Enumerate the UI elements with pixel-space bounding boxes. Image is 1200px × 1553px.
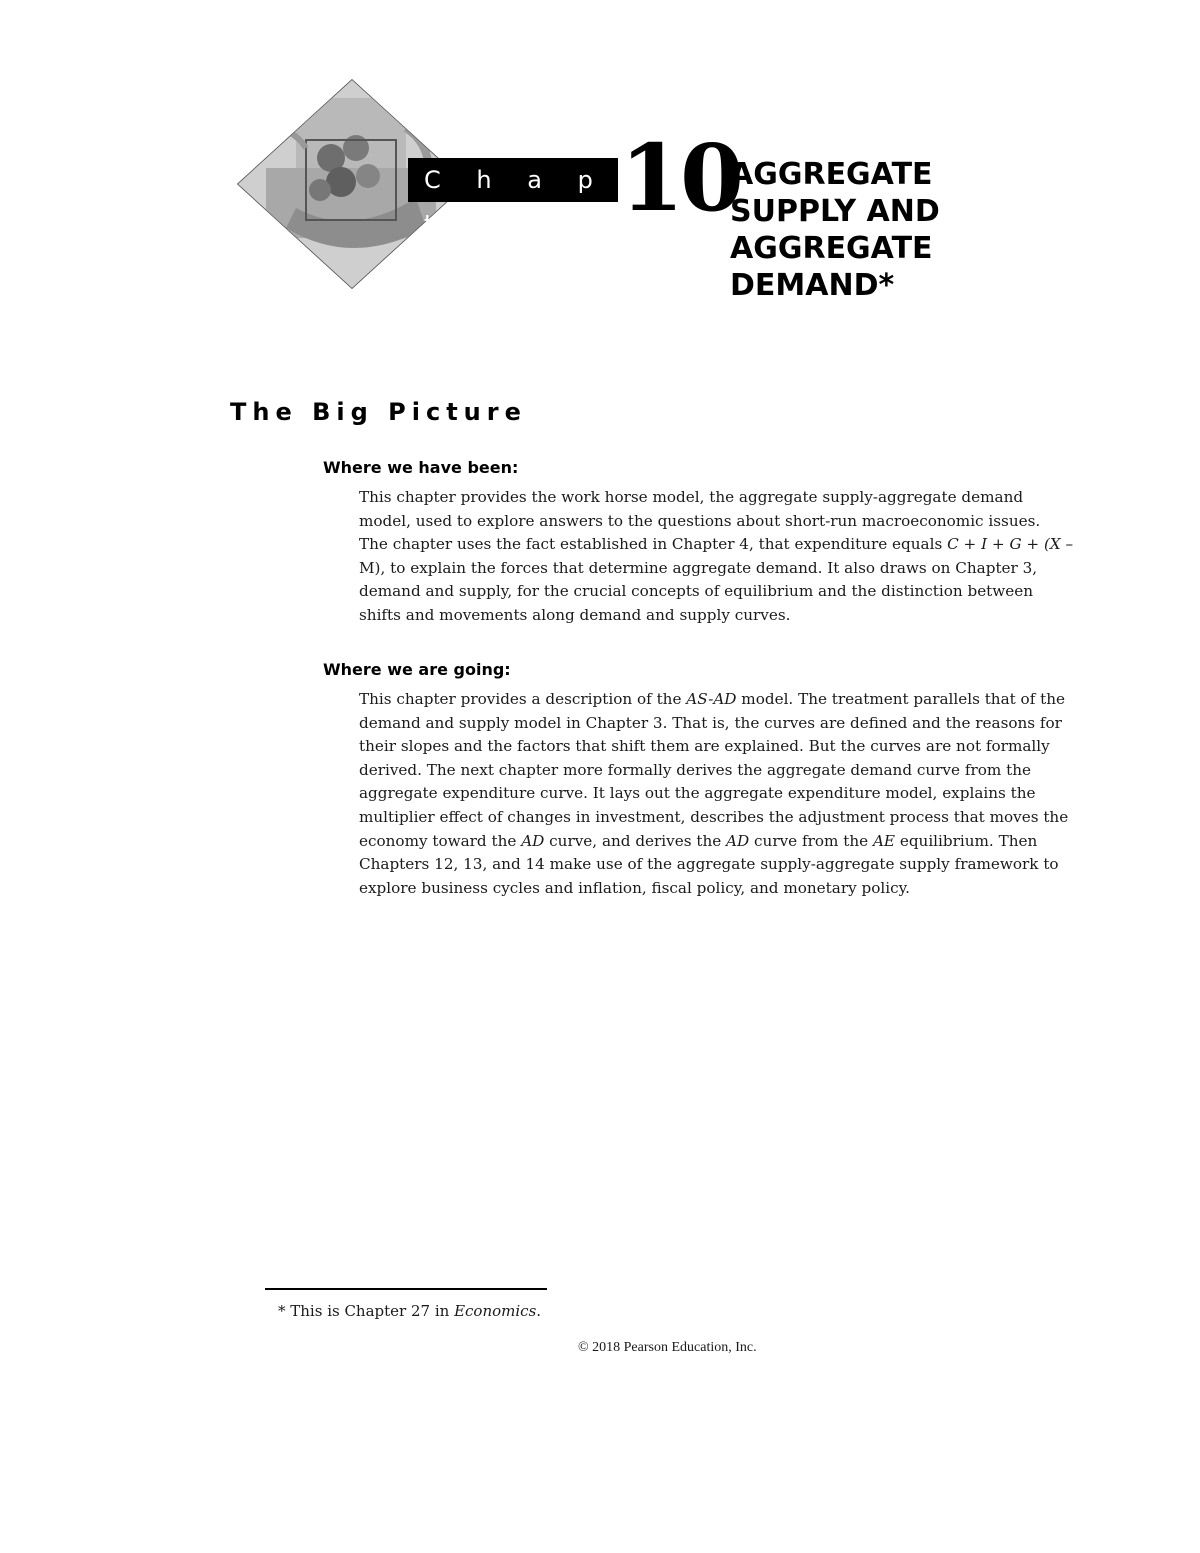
paragraph-line: explore business cycles and inflation, fiscal policy, and monetary policy. [359, 878, 910, 897]
line-text: curve, and derives the [544, 831, 727, 850]
paragraph-line: This chapter provides the work horse model, the aggregate supply-aggregate demand [359, 488, 1024, 506]
footnote-divider [265, 1288, 547, 1290]
equation: C + I + G + (X – [947, 535, 1074, 554]
paragraph-line: derived. The next chapter more formally derives the aggregate demand curve from the [359, 760, 1031, 779]
chapter-number: 10 [620, 124, 741, 232]
paragraph-line: M), to explain the forces that determine aggregate demand. It also draws on Chapter 3, [359, 558, 1038, 577]
paragraph-line: their slopes and the factors that shift them are explained. But the curves are not formally [359, 737, 1050, 756]
chapter-title [730, 156, 1030, 304]
chapter-title-line: AGGREGATE [730, 231, 933, 266]
line-text: equilibrium. Then [895, 831, 1038, 850]
footnote-suffix: . [536, 1302, 542, 1320]
footnote-text: * This is Chapter 27 in [278, 1302, 455, 1320]
paragraph-line [359, 688, 1129, 712]
paragraph-line: demand and supply model in Chapter 3. That is, the curves are defined and the reasons for [359, 713, 1062, 732]
chapter-label: C h a p t e r [408, 158, 618, 202]
paragraph-line: model, used to explore answers to the questions about short-run macroeconomic issues. [359, 511, 1041, 530]
line-text: This chapter provides a description of the [359, 690, 687, 708]
line-text: curve from the [749, 831, 873, 850]
italic-term: AE [872, 831, 895, 850]
model-name: AS-AD [686, 690, 737, 708]
paragraph-line: aggregate expenditure curve. It lays out the aggregate expenditure model, explains the [359, 784, 1036, 803]
where-been-paragraph [359, 486, 1129, 628]
line-text: model. The treatment parallels that of the [736, 690, 1066, 708]
italic-term: AD [521, 831, 545, 850]
paragraph-line: multiplier effect of changes in investment, describes the adjustment process that moves the [359, 807, 1069, 826]
footnote [278, 1302, 541, 1320]
paragraph-line [359, 533, 1129, 557]
paragraph-line: Chapters 12, 13, and 14 make use of the aggregate supply-aggregate supply framework to [359, 855, 1059, 874]
paragraph-line: demand and supply, for the crucial concepts of equilibrium and the distinction between [359, 582, 1034, 601]
chapter-title-line: SUPPLY AND [730, 194, 940, 229]
where-going-heading: Where we are going: [323, 660, 511, 679]
line-text: The chapter uses the fact established in Chapter 4, that expenditure equals [359, 535, 948, 554]
section-heading: The Big Picture [230, 398, 527, 426]
chapter-title-line: AGGREGATE [730, 157, 933, 192]
paragraph-line: shifts and movements along demand and supply curves. [359, 605, 791, 624]
chapter-title-line: DEMAND* [730, 268, 895, 303]
italic-term: AD [726, 831, 750, 850]
where-going-paragraph [359, 688, 1129, 900]
book-title: Economics [454, 1302, 537, 1320]
line-text: economy toward the [359, 831, 522, 850]
copyright-notice: © 2018 Pearson Education, Inc. [578, 1340, 757, 1355]
paragraph-line [359, 830, 1129, 854]
where-been-heading: Where we have been: [323, 458, 519, 477]
